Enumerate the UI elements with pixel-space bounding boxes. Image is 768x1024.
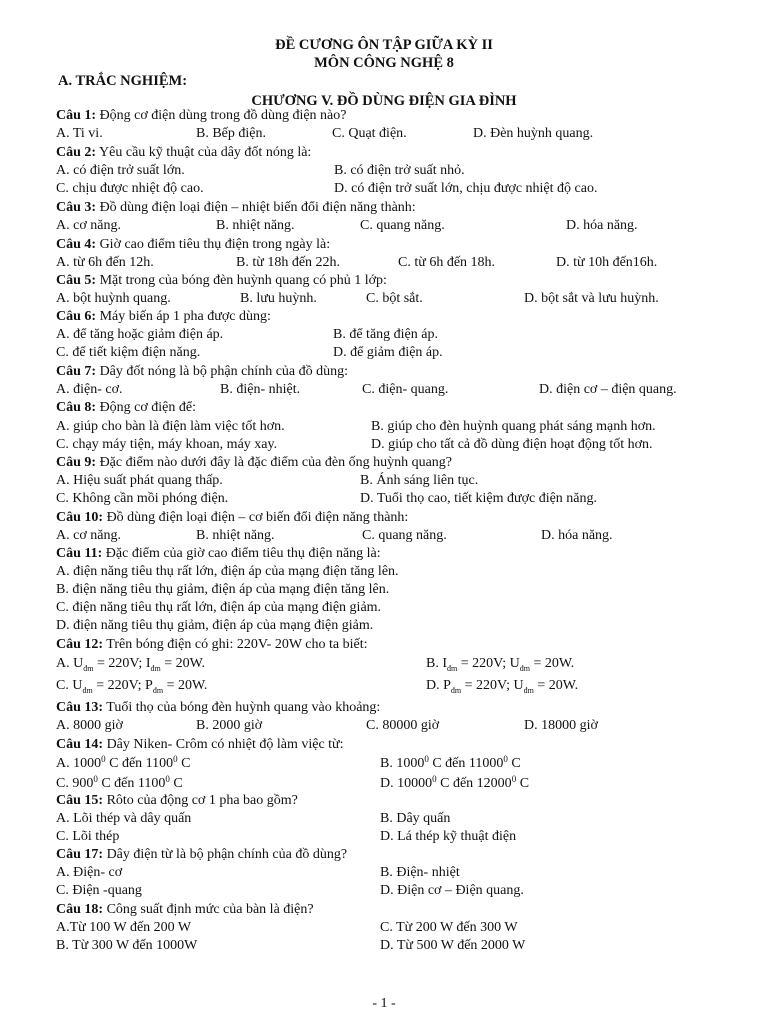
question-17-options — [0, 864, 768, 883]
option: C. từ 6h đến 18h. — [398, 255, 496, 270]
option: C. chạy máy tiện, máy khoan, máy xay. — [56, 437, 278, 452]
option: D. hóa năng. — [566, 218, 638, 233]
question-18: Câu 18: Công suất định mức của bàn là điện? — [56, 902, 314, 917]
option: B. Từ 300 W đến 1000W — [56, 938, 198, 953]
option-d: D. 10000$^0$ C đến 12000$^0$ C — [380, 774, 530, 791]
option: D. Điện cơ – Điện quang. — [380, 883, 524, 898]
question-2: Câu 2: Yêu cầu kỹ thuật của dây đốt nóng là: — [56, 145, 312, 160]
question-10-options — [0, 527, 768, 546]
question-17: Câu 17: Dây điện từ là bộ phận chính của đồ dùng? — [56, 847, 348, 862]
question-12-options — [0, 655, 768, 674]
option: B. điện năng tiêu thụ giảm, điện áp của mạng điện tăng lên. — [56, 582, 390, 597]
option: A. giúp cho bàn là điện làm việc tốt hơn. — [56, 419, 285, 434]
option: C. bột sắt. — [366, 291, 423, 306]
question-18-options — [0, 919, 768, 938]
option: D. từ 10h đến16h. — [556, 255, 658, 270]
option: D. Tuổi thọ cao, tiết kiệm được điện năng. — [360, 491, 598, 506]
option: A. Điện- cơ — [56, 865, 123, 880]
option: C. Từ 200 W đến 300 W — [380, 920, 518, 935]
option: D. hóa năng. — [541, 528, 613, 543]
option: B. Ánh sáng liên tục. — [360, 473, 479, 488]
option: D. Đèn huỳnh quang. — [473, 126, 594, 141]
question-12-options-2 — [0, 677, 768, 696]
option: C. chịu được nhiệt độ cao. — [56, 181, 204, 196]
option: A. 8000 giờ — [56, 718, 123, 733]
question-1: Câu 1: Động cơ điện dùng trong đồ dùng điện nào? — [56, 108, 347, 123]
option: D. giúp cho tất cả đồ dùng điện hoạt động tốt hơn. — [371, 437, 653, 452]
option: C. điện- quang. — [362, 382, 449, 397]
question-8: Câu 8: Động cơ điện để: — [56, 400, 196, 415]
option: A. bột huỳnh quang. — [56, 291, 171, 306]
question-14: Câu 14: Dây Niken- Crôm có nhiệt độ làm việc từ: — [56, 737, 344, 752]
section-heading: A. TRẮC NGHIỆM: — [58, 73, 188, 89]
question-1-options — [0, 125, 768, 144]
question-2-options-2 — [0, 180, 768, 199]
option: A. cơ năng. — [56, 218, 121, 233]
question-6: Câu 6: Máy biến áp 1 pha được dùng: — [56, 309, 271, 324]
question-5-options — [0, 290, 768, 309]
question-13: Câu 13: Tuổi thọ của bóng đèn huỳnh quang vào khoảng: — [56, 700, 381, 715]
option: A. Lõi thép và dây quấn — [56, 811, 192, 826]
question-9-options — [0, 472, 768, 491]
option-b: B. $I_{đm} = 220V$; $U_{đm} = 20W$. — [426, 656, 575, 673]
question-4-options — [0, 254, 768, 273]
question-17-options-2 — [0, 882, 768, 901]
question-11-option-a — [0, 563, 768, 582]
question-9-options-2 — [0, 490, 768, 509]
option: A. để tăng hoặc giảm điện áp. — [56, 327, 224, 342]
question-15: Câu 15: Rôto của động cơ 1 pha bao gồm? — [56, 793, 298, 808]
option: C. Điện -quang — [56, 883, 142, 898]
question-3: Câu 3: Đồ dùng điện loại điện – nhiệt biến đổi điện năng thành: — [56, 200, 416, 215]
option: B. để tăng điện áp. — [333, 327, 438, 342]
option-c: C. $900^0$ C đến 1100$^0$ C — [56, 774, 183, 791]
option-a: A. $U_{đm} = 220V$; $I_{đm} = 20W$. — [56, 656, 206, 673]
question-5: Câu 5: Mặt trong của bóng đèn huỳnh quang có phủ 1 lớp: — [56, 273, 387, 288]
option: A. điện năng tiêu thụ rất lớn, điện áp của mạng điện tăng lên. — [56, 564, 399, 579]
question-12: Câu 12: Trên bóng điện có ghi: 220V- 20W cho ta biết: — [56, 637, 368, 652]
option: A.Từ 100 W đến 200 W — [56, 920, 192, 935]
option: D. điện cơ – điện quang. — [539, 382, 677, 397]
question-9: Câu 9: Đặc điểm nào dưới đây là đặc điểm của đèn ống huỳnh quang? — [56, 455, 452, 470]
option: A. từ 6h đến 12h. — [56, 255, 154, 270]
option: A. Hiệu suất phát quang thấp. — [56, 473, 223, 488]
question-3-options — [0, 217, 768, 236]
question-11-option-b — [0, 581, 768, 600]
question-7-options — [0, 381, 768, 400]
option: B. từ 18h đến 22h. — [236, 255, 341, 270]
option: D. bột sắt và lưu huỳnh. — [524, 291, 659, 306]
option: A. có điện trở suất lớn. — [56, 163, 185, 178]
option: D. điện năng tiêu thụ giảm, điện áp của mạng điện giảm. — [56, 618, 374, 633]
option: C. Quạt điện. — [332, 126, 407, 141]
option: C. Không cần mồi phóng điện. — [56, 491, 229, 506]
option-c: C. $U_{đm} = 220V$; $P_{đm} = 20W$. — [56, 678, 208, 695]
question-2-options — [0, 162, 768, 181]
option: C. Lõi thép — [56, 829, 120, 844]
option: A. điện- cơ. — [56, 382, 123, 397]
option: B. giúp cho đèn huỳnh quang phát sáng mạnh hơn. — [371, 419, 656, 434]
option: B. Dây quấn — [380, 811, 451, 826]
question-11-option-d — [0, 617, 768, 636]
question-8-options — [0, 418, 768, 437]
option: B. có điện trở suất nhỏ. — [334, 163, 465, 178]
question-11: Câu 11: Đặc điểm của giờ cao điểm tiêu thụ điện năng là: — [56, 546, 381, 561]
option: C. 80000 giờ — [366, 718, 440, 733]
option: D. 18000 giờ — [524, 718, 598, 733]
question-6-options-2 — [0, 344, 768, 363]
option-b: B. 1000$^0$ C đến 11000$^0$ C — [380, 754, 521, 771]
option-d: D. $P_{đm} = 220V$; $U_{đm} = 20W$. — [426, 678, 579, 695]
option: D. để giảm điện áp. — [333, 345, 443, 360]
option: D. có điện trở suất lớn, chịu được nhiệt độ cao. — [334, 181, 598, 196]
option: B. Điện- nhiệt — [380, 865, 460, 880]
subject-title: MÔN CÔNG NGHỆ 8 — [314, 55, 454, 71]
question-15-options — [0, 810, 768, 829]
question-8-options-2 — [0, 436, 768, 455]
option: B. Bếp điện. — [196, 126, 266, 141]
chapter-heading: CHƯƠNG V. ĐỒ DÙNG ĐIỆN GIA ĐÌNH — [251, 93, 517, 109]
option: C. để tiết kiệm điện năng. — [56, 345, 201, 360]
question-14-options-2 — [0, 775, 768, 794]
option: C. quang năng. — [362, 528, 447, 543]
option: B. 2000 giờ — [196, 718, 263, 733]
option: A. Ti vi. — [56, 126, 103, 141]
document-title: ĐỀ CƯƠNG ÔN TẬP GIỮA KỲ II — [275, 37, 493, 53]
question-6-options — [0, 326, 768, 345]
option: A. cơ năng. — [56, 528, 121, 543]
question-7: Câu 7: Dây đốt nóng là bộ phận chính của đồ dùng: — [56, 364, 349, 379]
question-14-options — [0, 755, 768, 774]
option: C. quang năng. — [360, 218, 445, 233]
option: D. Từ 500 W đến 2000 W — [380, 938, 526, 953]
page-number: - 1 - — [372, 996, 396, 1011]
question-13-options — [0, 717, 768, 736]
option-a: A. 1000$^0$ C đến 1100$^0$ C — [56, 754, 191, 771]
option: B. điện- nhiệt. — [220, 382, 301, 397]
option: C. điện năng tiêu thụ rất lớn, điện áp của mạng điện giảm. — [56, 600, 382, 615]
option: B. lưu huỳnh. — [240, 291, 317, 306]
option: D. Lá thép kỹ thuật điện — [380, 829, 517, 844]
question-18-options-2 — [0, 937, 768, 956]
option: B. nhiệt năng. — [196, 528, 275, 543]
question-10: Câu 10: Đồ dùng điện loại điện – cơ biến đổi điện năng thành: — [56, 510, 409, 525]
question-11-option-c — [0, 599, 768, 618]
question-4: Câu 4: Giờ cao điểm tiêu thụ điện trong ngày là: — [56, 237, 331, 252]
question-15-options-2 — [0, 828, 768, 847]
option: B. nhiệt năng. — [216, 218, 295, 233]
